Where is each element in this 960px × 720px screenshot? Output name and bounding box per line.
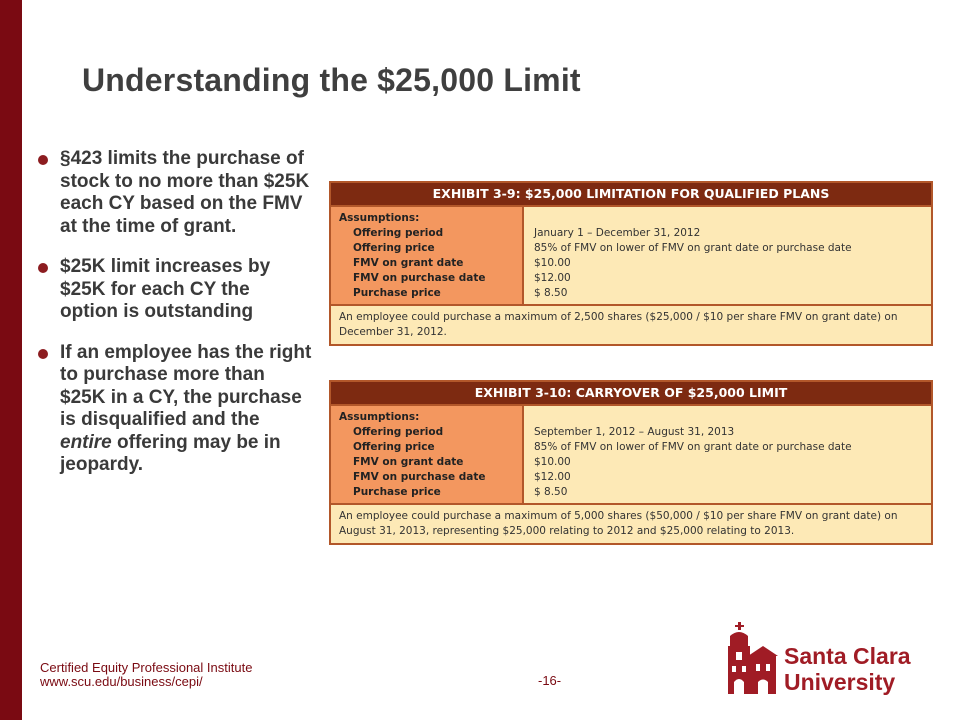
bullet-text: $25K limit increases by $25K for each CY the option is outstanding bbox=[60, 256, 271, 322]
footer-org-name: Certified Equity Professional Institute bbox=[40, 660, 253, 675]
assumption-value: 85% of FMV on lower of FMV on grant date or purchase date bbox=[534, 441, 852, 453]
page-number: -16- bbox=[538, 673, 562, 688]
bullet-text-before: If an employee has the right to purchase more than $25K in a CY, the purchase is disqualified and the bbox=[60, 341, 312, 430]
assumption-value: $10.00 bbox=[534, 456, 571, 468]
exhibit-body bbox=[331, 205, 931, 304]
bullet-text-after: offering may be in jeopardy. bbox=[60, 431, 281, 475]
assumption-value: $10.00 bbox=[534, 257, 571, 269]
logo-line-2: University bbox=[784, 669, 896, 695]
assumption-value: 85% of FMV on lower of FMV on grant date or purchase date bbox=[534, 242, 852, 254]
assumption-labels bbox=[331, 406, 524, 503]
assumption-label: FMV on purchase date bbox=[353, 471, 486, 483]
footer-organization bbox=[40, 661, 252, 689]
exhibit-title: EXHIBIT 3-10: CARRYOVER OF $25,000 LIMIT bbox=[331, 382, 931, 404]
assumption-label: FMV on grant date bbox=[353, 456, 464, 468]
assumption-label: FMV on grant date bbox=[353, 257, 464, 269]
mission-church-icon bbox=[718, 622, 778, 696]
bullet-list bbox=[38, 148, 313, 495]
bullet-item bbox=[38, 256, 313, 324]
assumption-labels bbox=[331, 207, 524, 304]
bullet-text-emphasis: entire bbox=[60, 431, 112, 453]
bullet-dot-icon bbox=[38, 349, 48, 359]
assumption-values bbox=[524, 207, 931, 304]
assumption-label: FMV on purchase date bbox=[353, 272, 486, 284]
assumption-value: September 1, 2012 – August 31, 2013 bbox=[534, 426, 735, 438]
slide-title: Understanding the $25,000 Limit bbox=[82, 62, 581, 98]
assumption-label: Offering price bbox=[353, 441, 435, 453]
assumption-value: January 1 – December 31, 2012 bbox=[534, 227, 701, 239]
university-logo-text bbox=[784, 643, 911, 695]
exhibit-title: EXHIBIT 3-9: $25,000 LIMITATION FOR QUALIFIED PLANS bbox=[331, 183, 931, 205]
assumptions-heading: Assumptions: bbox=[339, 411, 420, 423]
assumption-label: Offering price bbox=[353, 242, 435, 254]
logo-line-1: Santa Clara bbox=[784, 643, 911, 669]
assumption-value: $12.00 bbox=[534, 272, 571, 284]
exhibit-body bbox=[331, 404, 931, 503]
exhibit-note: An employee could purchase a maximum of 2,500 shares ($25,000 / $10 per share FMV on grant date) on December 31, 2012. bbox=[331, 304, 931, 344]
exhibit-note: An employee could purchase a maximum of 5,000 shares ($50,000 / $10 per share FMV on grant date) on August 31, 2013, representing $25,000 relating to 2012 and $25,000 relating to 2013. bbox=[331, 503, 931, 543]
assumption-label: Purchase price bbox=[353, 287, 441, 299]
left-accent-bar bbox=[0, 0, 22, 720]
assumptions-heading: Assumptions: bbox=[339, 212, 420, 224]
bullet-item bbox=[38, 148, 313, 238]
bullet-text: §423 limits the purchase of stock to no more than $25K each CY based on the FMV at the time of grant. bbox=[60, 148, 310, 237]
bullet-dot-icon bbox=[38, 263, 48, 273]
exhibit-3-10 bbox=[329, 380, 933, 545]
assumption-label: Offering period bbox=[353, 227, 444, 239]
assumption-values bbox=[524, 406, 931, 503]
bullet-item bbox=[38, 342, 313, 477]
assumption-label: Offering period bbox=[353, 426, 444, 438]
assumption-value: $12.00 bbox=[534, 471, 571, 483]
assumption-value: $ 8.50 bbox=[534, 287, 568, 299]
assumption-value: $ 8.50 bbox=[534, 486, 568, 498]
bullet-dot-icon bbox=[38, 155, 48, 165]
exhibit-3-9 bbox=[329, 181, 933, 346]
assumption-label: Purchase price bbox=[353, 486, 441, 498]
footer-org-url[interactable]: www.scu.edu/business/cepi/ bbox=[40, 674, 203, 689]
